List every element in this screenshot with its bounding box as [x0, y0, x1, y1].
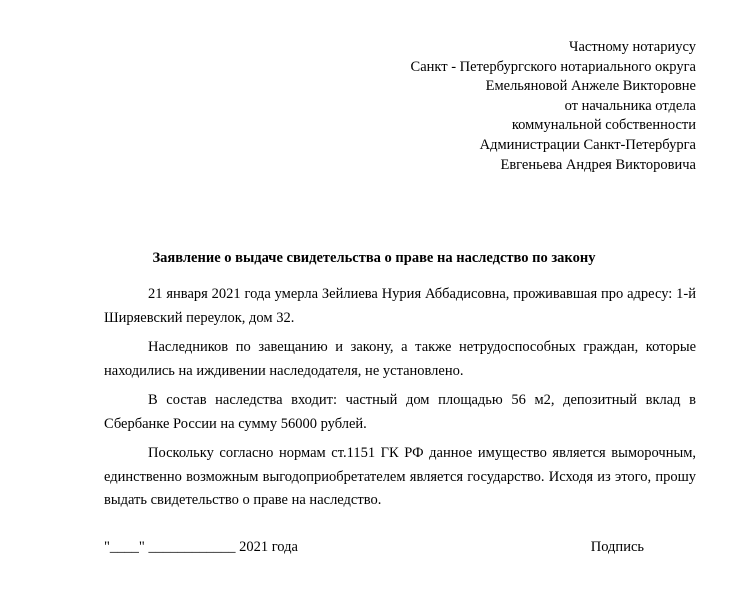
signature-label: Подпись: [590, 539, 644, 555]
body-paragraph: Наследников по завещанию и закону, а также нетрудоспособных граждан, которые находились на иждивении наследодателя, не установлено.: [104, 339, 696, 379]
date-line: "____" ____________ 2021 года: [104, 539, 298, 555]
document-body: [104, 283, 696, 519]
document-title: Заявление о выдаче свидетельства о праве на наследство по закону: [152, 250, 596, 266]
addressee-block: [411, 38, 696, 175]
addressee-line: Евгеньева Андрея Викторовича: [500, 156, 696, 173]
addressee-line: Санкт - Петербургского нотариального округа: [410, 58, 696, 75]
addressee-line: Емельяновой Анжеле Викторовне: [485, 78, 696, 95]
body-paragraph: В состав наследства входит: частный дом площадью 56 м2, депозитный вклад в Сбербанке России на сумму 56000 рублей.: [104, 392, 696, 432]
document-footer: [104, 536, 644, 558]
addressee-line: Частному нотариусу: [569, 39, 696, 55]
addressee-line: коммунальной собственности: [511, 117, 696, 134]
addressee-line: от начальника отдела: [564, 97, 696, 114]
body-paragraph: Поскольку согласно нормам ст.1151 ГК РФ данное имущество является выморочным, единственно возможным выгодоприобретателем является государство. Исходя из этого, прошу выдать свидетельство о праве на наследство.: [104, 445, 696, 508]
body-paragraph: 21 января 2021 года умерла Зейлиева Нурия Аббадисовна, проживавшая про адресу: 1-й Ширяевский переулок, дом 32.: [104, 286, 696, 326]
addressee-line: Администрации Санкт-Петербурга: [479, 136, 696, 153]
